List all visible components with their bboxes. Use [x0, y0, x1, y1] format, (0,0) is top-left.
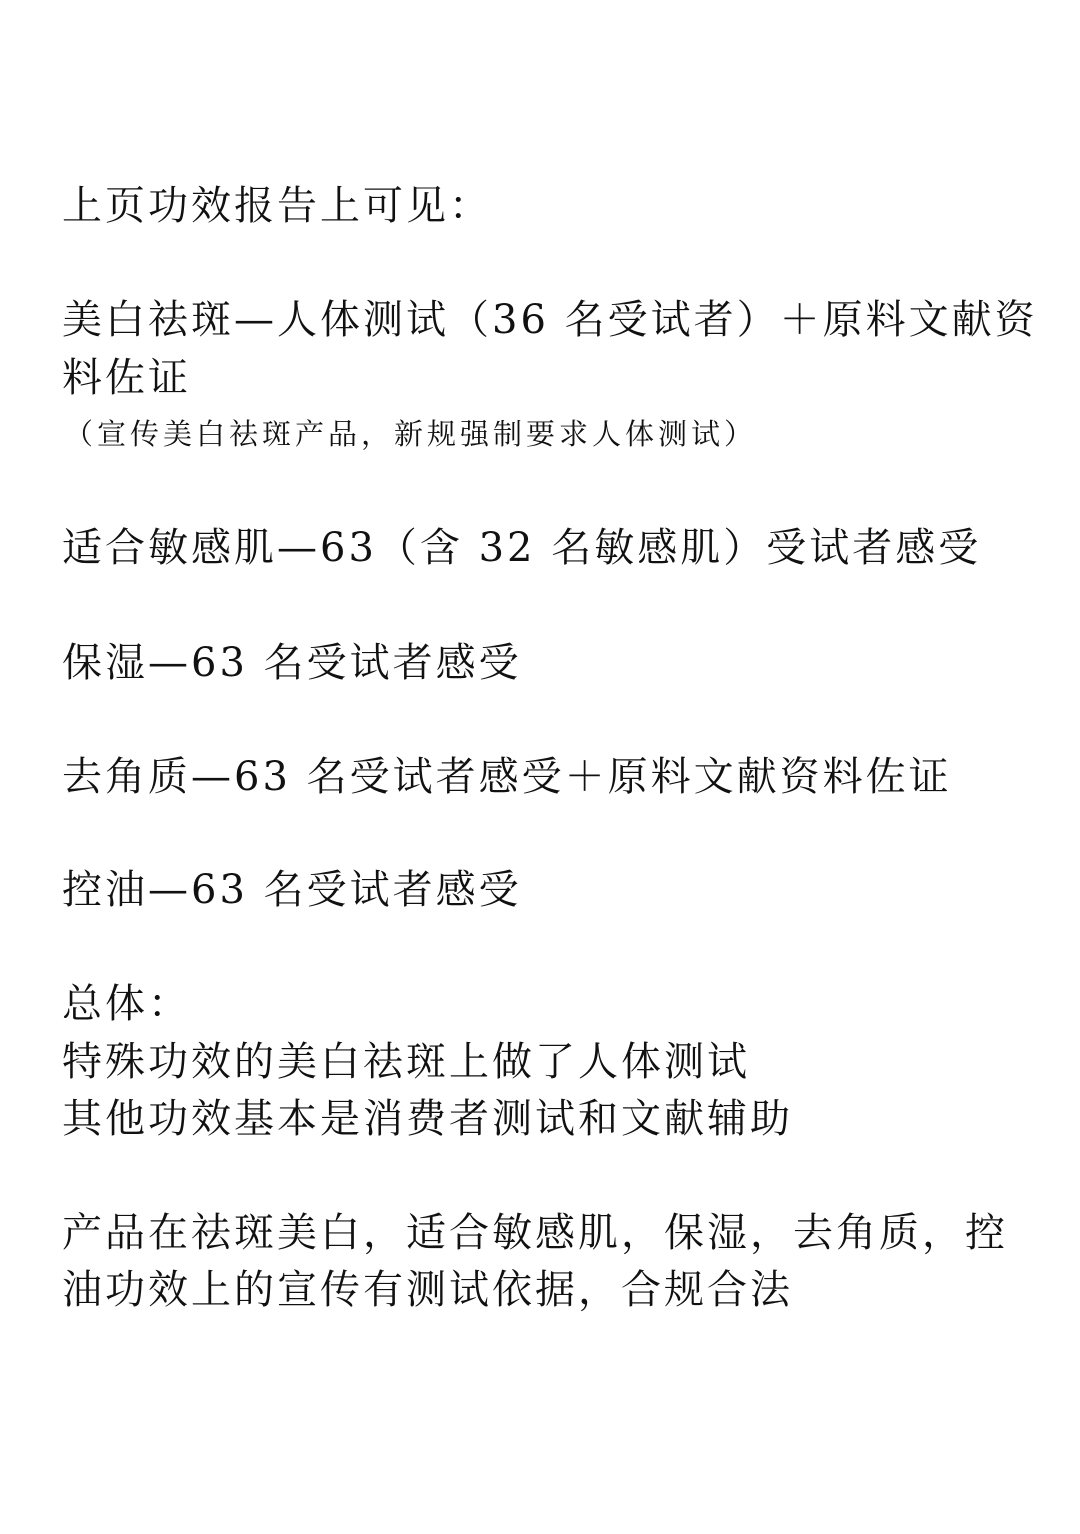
claim-whitening-line1: 美白祛斑—人体测试（36 名受试者）＋原料文献资: [62, 297, 1038, 343]
intro-text: 上页功效报告上可见：: [62, 183, 492, 229]
claim-moisturizing: 保湿—63 名受试者感受: [62, 640, 522, 686]
claim-oil-control: 控油—63 名受试者感受: [62, 867, 522, 913]
conclusion-line2: 油功效上的宣传有测试依据，合规合法: [62, 1267, 793, 1313]
claim-sensitive-skin: 适合敏感肌—63（含 32 名敏感肌）受试者感受: [62, 525, 982, 571]
claim-exfoliating: 去角质—63 名受试者感受＋原料文献资料佐证: [62, 754, 952, 800]
claim-whitening-note: （宣传美白祛斑产品，新规强制要求人体测试）: [64, 417, 758, 451]
claim-whitening-line2: 料佐证: [62, 355, 191, 401]
summary-heading: 总体：: [62, 981, 191, 1027]
summary-line2: 其他功效基本是消费者测试和文献辅助: [62, 1096, 793, 1142]
conclusion-line1: 产品在祛斑美白，适合敏感肌，保湿，去角质，控: [62, 1210, 1008, 1256]
summary-line1: 特殊功效的美白祛斑上做了人体测试: [62, 1039, 750, 1085]
